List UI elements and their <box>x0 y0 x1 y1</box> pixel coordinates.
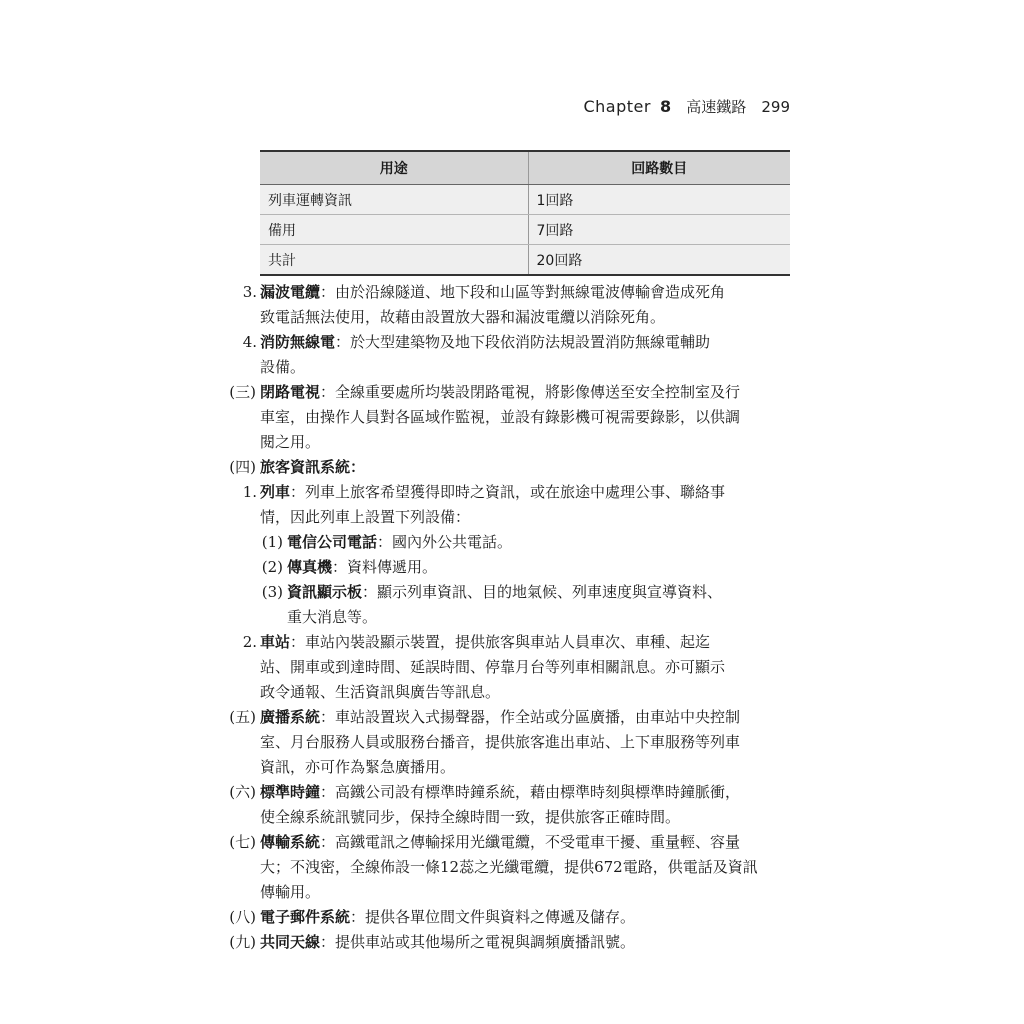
paragraph-text: ：由於沿線隧道、地下段和山區等對無線電波傳輸會造成死角 <box>320 283 726 301</box>
term-heading: 旅客資訊系統： <box>260 458 366 476</box>
paragraph-text: ：提供車站或其他場所之電視與調頻廣播訊號。 <box>320 933 636 951</box>
term-heading: 電子郵件系統 <box>260 908 351 926</box>
item-marker: (七) <box>229 833 256 851</box>
term-heading: 閉路電視 <box>260 383 321 401</box>
paragraph-text: 設備。 <box>260 358 306 376</box>
term-heading: 傳輸系統 <box>260 833 321 851</box>
paragraph-text: 閱之用。 <box>260 433 321 451</box>
item-marker: 1. <box>242 483 257 501</box>
table-cell: 備用 <box>260 215 528 245</box>
text-line <box>260 680 500 705</box>
table-cell: 7回路 <box>528 215 790 245</box>
paragraph-text: 使全線系統訊號同步，保持全線時間一致，提供旅客正確時間。 <box>260 808 681 826</box>
chapter-word: Chapter <box>583 97 651 116</box>
table-cell: 列車運轉資訊 <box>260 185 528 215</box>
text-line <box>260 380 740 405</box>
text-line <box>260 830 740 855</box>
paragraph-text: ：車站設置崁入式揚聲器，作全站或分區廣播，由車站中央控制 <box>320 708 741 726</box>
text-line <box>287 605 377 630</box>
item-marker: (3) <box>261 583 283 601</box>
paragraph-text: 政令通報、生活資訊與廣告等訊息。 <box>260 683 501 701</box>
text-line <box>287 580 722 605</box>
item-marker: (三) <box>229 383 256 401</box>
chapter-number: 8 <box>660 97 672 116</box>
text-line <box>260 430 320 455</box>
paragraph-text: ：顯示列車資訊、目的地氣候、列車速度與宣導資料、 <box>362 583 723 601</box>
text-line <box>287 530 512 555</box>
item-marker: (2) <box>261 558 283 576</box>
circuit-table <box>260 150 790 276</box>
table-row <box>260 215 790 245</box>
text-line <box>287 555 437 580</box>
text-line <box>260 655 725 680</box>
paragraph-text: ：全線重要處所均裝設閉路電視，將影像傳送至安全控制室及行 <box>320 383 741 401</box>
text-line <box>260 855 758 880</box>
item-marker: (五) <box>229 708 256 726</box>
term-heading: 標準時鐘 <box>260 783 321 801</box>
text-line <box>260 405 740 430</box>
text-line <box>260 280 725 305</box>
paragraph-text: 車室，由操作人員對各區域作監視，並設有錄影機可視需要錄影，以供調 <box>260 408 741 426</box>
text-line <box>260 505 470 530</box>
term-heading: 電信公司電話 <box>287 533 378 551</box>
text-line <box>260 305 665 330</box>
paragraph-text: ：國內外公共電話。 <box>377 533 513 551</box>
paragraph-text: 致電話無法使用，故藉由設置放大器和漏波電纜以消除死角。 <box>260 308 666 326</box>
text-line <box>260 880 320 905</box>
paragraph-text: 傳輸用。 <box>260 883 321 901</box>
text-line <box>260 930 635 955</box>
item-marker: (九) <box>229 933 256 951</box>
paragraph-text: 情，因此列車上設置下列設備： <box>260 508 471 526</box>
table-header-row <box>260 151 790 185</box>
term-heading: 車站 <box>260 633 291 651</box>
text-line <box>260 355 305 380</box>
item-marker: 4. <box>242 333 257 351</box>
text-line <box>260 330 710 355</box>
text-line <box>260 805 680 830</box>
running-header <box>583 96 790 117</box>
item-marker: (四) <box>229 458 256 476</box>
paragraph-text: ：高鐵公司設有標準時鐘系統，藉由標準時刻與標準時鐘脈衝， <box>320 783 741 801</box>
item-marker: 3. <box>242 283 257 301</box>
paragraph-text: ：列車上旅客希望獲得即時之資訊，或在旅途中處理公事、聯絡事 <box>290 483 726 501</box>
paragraph-text: ：提供各單位間文件與資料之傳遞及儲存。 <box>350 908 636 926</box>
text-line <box>260 455 365 480</box>
text-line <box>260 480 725 505</box>
text-line <box>260 905 635 930</box>
table-row <box>260 245 790 276</box>
item-marker: (六) <box>229 783 256 801</box>
paragraph-text: 資訊，亦可作為緊急廣播用。 <box>260 758 456 776</box>
column-header: 回路數目 <box>528 151 790 185</box>
term-heading: 列車 <box>260 483 291 501</box>
paragraph-text: ：車站內裝設顯示裝置，提供旅客與車站人員車次、車種、起迄 <box>290 633 711 651</box>
item-marker: (八) <box>229 908 256 926</box>
text-line <box>260 730 740 755</box>
table-row <box>260 185 790 215</box>
table-cell: 1回路 <box>528 185 790 215</box>
item-marker: 2. <box>242 633 257 651</box>
paragraph-text: ：高鐵電訊之傳輸採用光纖電纜，不受電車干擾、重量輕、容量 <box>320 833 741 851</box>
chapter-title: 高速鐵路 <box>686 98 747 116</box>
page-number: 299 <box>761 98 790 116</box>
paragraph-text: ：於大型建築物及地下段依消防法規設置消防無線電輔助 <box>335 333 711 351</box>
paragraph-text: 室、月台服務人員或服務台播音，提供旅客進出車站、上下車服務等列車 <box>260 733 741 751</box>
paragraph-text: 站、開車或到達時間、延誤時間、停靠月台等列車相關訊息。亦可顯示 <box>260 658 726 676</box>
text-line <box>260 755 455 780</box>
text-line <box>260 630 710 655</box>
text-line <box>260 705 740 730</box>
column-header: 用途 <box>260 151 528 185</box>
table-cell: 共計 <box>260 245 528 276</box>
paragraph-text: 重大消息等。 <box>287 608 378 626</box>
term-heading: 漏波電纜 <box>260 283 321 301</box>
paragraph-text: ：資料傳遞用。 <box>332 558 438 576</box>
term-heading: 消防無線電 <box>260 333 336 351</box>
table-cell: 20回路 <box>528 245 790 276</box>
term-heading: 傳真機 <box>287 558 333 576</box>
term-heading: 廣播系統 <box>260 708 321 726</box>
text-line <box>260 780 740 805</box>
paragraph-text: 大；不洩密，全線佈設一條12蕊之光纖電纜，提供672電路，供電話及資訊 <box>260 858 758 876</box>
term-heading: 共同天線 <box>260 933 321 951</box>
item-marker: (1) <box>261 533 283 551</box>
term-heading: 資訊顯示板 <box>287 583 363 601</box>
